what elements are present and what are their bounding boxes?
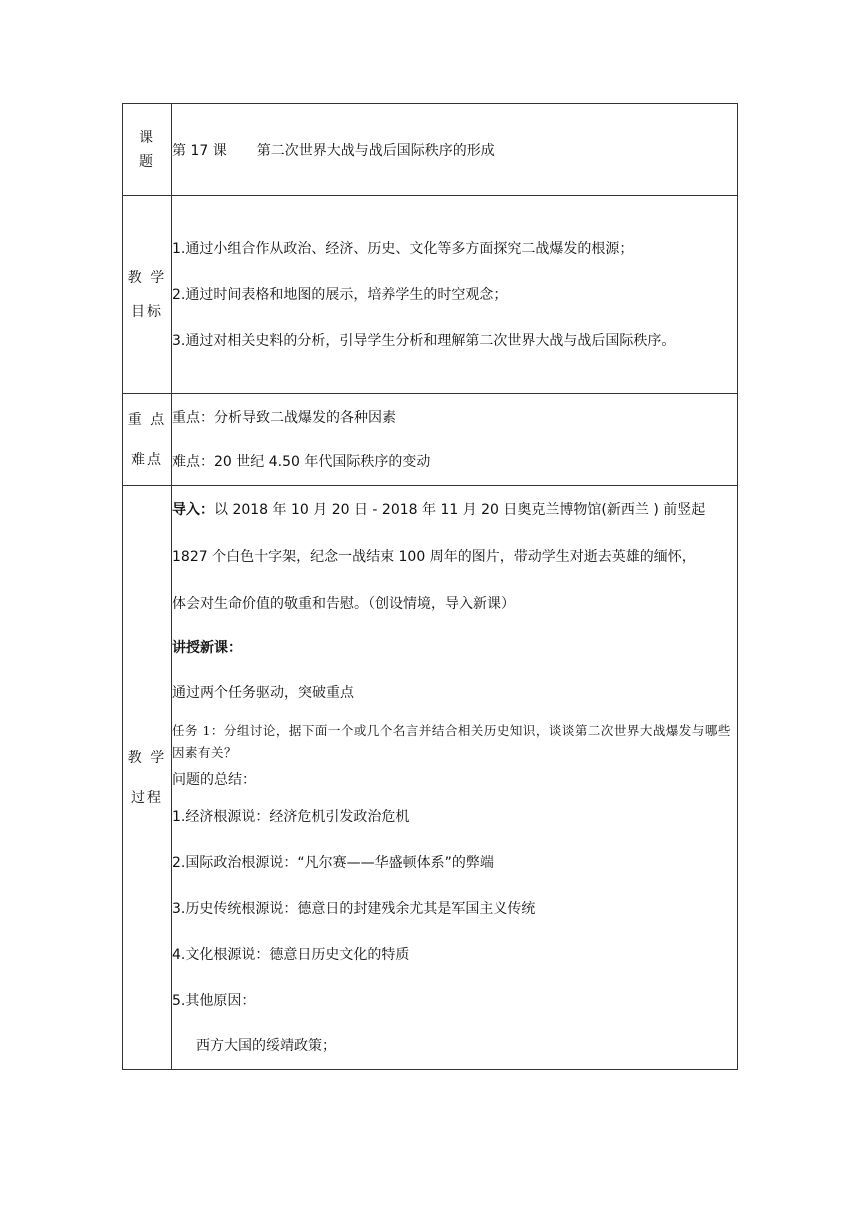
goal-content-cell	[172, 196, 738, 394]
lesson-name: 第二次世界大战与战后国际秩序的形成	[256, 142, 495, 159]
key-label-line-2: 难点	[131, 451, 163, 468]
goal-item-3: 3.通过对相关史料的分析，引导学生分析和理解第二次世界大战与战后国际秩序。	[172, 332, 676, 349]
title-content-cell	[172, 104, 738, 196]
task-driver: 通过两个任务驱动，突破重点	[172, 684, 354, 701]
new-lesson-label: 讲授新课：	[172, 639, 242, 656]
process-label-cell	[123, 486, 172, 1070]
summary-item-3: 3.历史传统根源说：德意日的封建残余尤其是军国主义传统	[172, 900, 536, 917]
key-row	[123, 394, 738, 486]
difficult-point: 难点：20 世纪 4.50 年代国际秩序的变动	[172, 453, 431, 470]
goal-label-line-1: 教 学	[127, 269, 167, 286]
summary-item-4: 4.文化根源说：德意日历史文化的特质	[172, 946, 410, 963]
intro-line-1	[172, 488, 737, 532]
summary-label: 问题的总结：	[172, 771, 256, 788]
process-row	[123, 486, 738, 1070]
goal-item-1: 1.通过小组合作从政治、经济、历史、文化等多方面探究二战爆发的根源；	[172, 240, 634, 257]
summary-item-1: 1.经济根源说：经济危机引发政治危机	[172, 808, 410, 825]
intro-text-1: 以 2018 年 10 月 20 日 - 2018 年 11 月 20 日奥克兰博物馆(新西兰 ) 前竖起	[214, 501, 706, 518]
process-label-line-2: 过程	[131, 789, 163, 806]
intro-text-2: 1827 个白色十字架，纪念一战结束 100 周年的图片，带动学生对逝去英雄的缅怀，	[172, 548, 696, 565]
key-label-cell	[123, 394, 172, 486]
summary-item-2: 2.国际政治根源说：“凡尔赛——华盛顿体系”的弊端	[172, 854, 494, 871]
goal-label-cell	[123, 196, 172, 394]
title-label-cell	[123, 104, 172, 196]
task-1: 任务 1：分组讨论，据下面一个或几个名言并结合相关历史知识，谈谈第二次世界大战爆发与哪些因素有关？	[172, 722, 731, 760]
intro-label: 导入：	[172, 501, 214, 518]
key-content-cell	[172, 394, 738, 486]
goal-label-line-2: 目标	[131, 303, 163, 320]
title-row	[123, 104, 738, 196]
goal-row	[123, 196, 738, 394]
title-label-line-1: 课	[139, 129, 155, 146]
lesson-plan-table	[122, 103, 738, 1070]
intro-text-3: 体会对生命价值的敬重和告慰。（创设情境，导入新课）	[172, 595, 515, 612]
key-label-line-1: 重 点	[127, 411, 167, 428]
title-label-line-2: 题	[139, 153, 155, 170]
key-point: 重点：分析导致二战爆发的各种因素	[172, 409, 396, 426]
other-reason: 西方大国的绥靖政策；	[196, 1037, 336, 1054]
goal-item-2: 2.通过时间表格和地图的展示，培养学生的时空观念；	[172, 286, 508, 303]
process-content-cell	[172, 486, 738, 1070]
process-label-line-1: 教 学	[127, 749, 167, 766]
summary-item-5: 5.其他原因：	[172, 992, 256, 1009]
lesson-number: 第 17 课	[172, 142, 227, 159]
